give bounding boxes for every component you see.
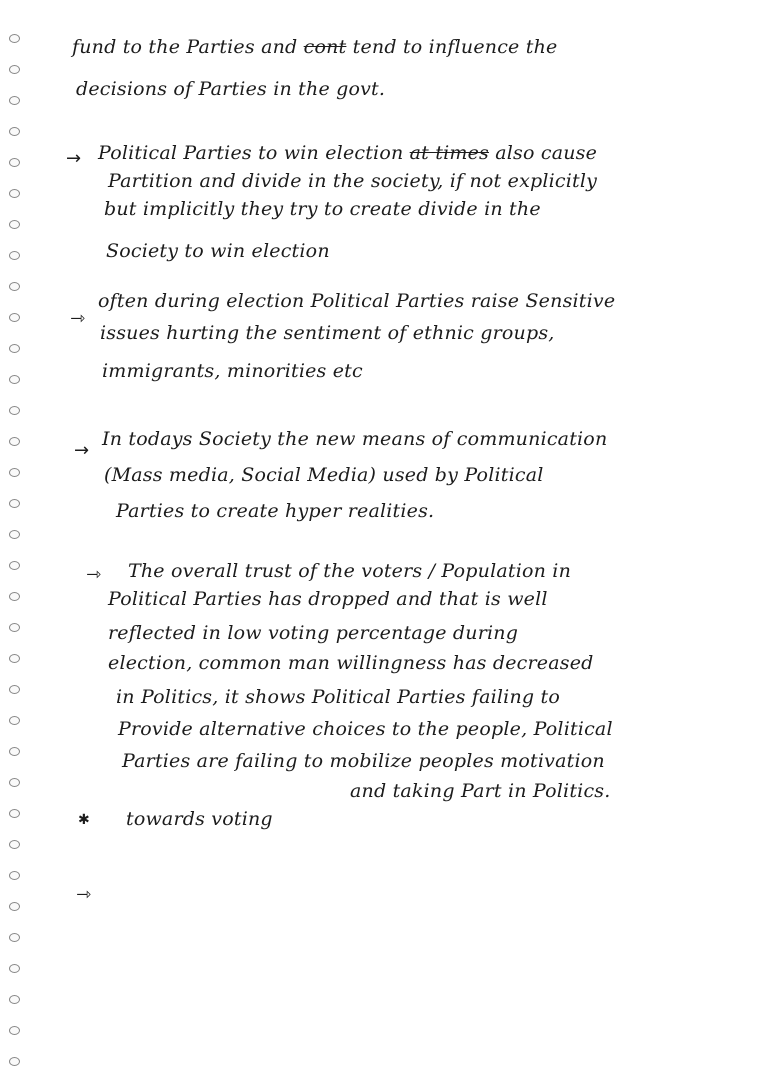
- binding-hole: [9, 375, 20, 384]
- text-line: Parties to create hyper realities.: [116, 500, 435, 522]
- text-line: in Politics, it shows Political Parties failing to: [116, 686, 560, 708]
- text-line: Partition and divide in the society, if not explicitly: [108, 170, 598, 192]
- binding-hole: [9, 902, 20, 911]
- text-segment: fund to the Parties and: [72, 36, 304, 58]
- binding-hole: [9, 437, 20, 446]
- binding-hole: [9, 933, 20, 942]
- arrow-bullet-icon: ⇾: [86, 564, 102, 585]
- binding-hole: [9, 995, 20, 1004]
- binding-hole: [9, 964, 20, 973]
- text-line: [98, 142, 597, 164]
- binding-hole: [9, 96, 20, 105]
- binding-hole: [9, 34, 20, 43]
- text-line: issues hurting the sentiment of ethnic groups,: [100, 322, 555, 344]
- struck-word: at times: [409, 142, 489, 164]
- text-line: Society to win election: [106, 240, 330, 262]
- binding-hole: [9, 468, 20, 477]
- text-line: (Mass media, Social Media) used by Political: [104, 464, 544, 486]
- binding-hole: [9, 654, 20, 663]
- text-line: In todays Society the new means of communication: [102, 428, 608, 450]
- binding-hole: [9, 65, 20, 74]
- text-line: reflected in low voting percentage during: [108, 622, 519, 644]
- binding-hole: [9, 840, 20, 849]
- text-line: and taking Part in Politics.: [350, 780, 611, 802]
- binding-hole: [9, 282, 20, 291]
- binding-hole: [9, 871, 20, 880]
- binding-hole: [9, 685, 20, 694]
- binding-hole: [9, 251, 20, 260]
- text-line: Provide alternative choices to the people, Political: [118, 718, 613, 740]
- binding-hole: [9, 561, 20, 570]
- arrow-bullet-icon: ⇾: [76, 884, 92, 905]
- text-line: Parties are failing to mobilize peoples motivation: [122, 750, 605, 772]
- text-segment: Political Parties to win election: [98, 142, 410, 164]
- binding-hole: [9, 592, 20, 601]
- text-line: [72, 36, 557, 58]
- text-line: election, common man willingness has decreased: [108, 652, 594, 674]
- arrow-bullet-icon: →: [66, 148, 82, 169]
- binding-hole: [9, 778, 20, 787]
- struck-word: cont: [303, 36, 347, 58]
- binding-hole: [9, 344, 20, 353]
- binding-hole: [9, 313, 20, 322]
- binding-hole: [9, 127, 20, 136]
- star-bullet-icon: ✱: [78, 812, 90, 828]
- binding-hole: [9, 189, 20, 198]
- text-segment: also cause: [488, 142, 598, 164]
- text-line: often during election Political Parties raise Sensitive: [98, 290, 616, 312]
- text-line: towards voting: [126, 808, 273, 830]
- text-segment: tend to influence the: [346, 36, 558, 58]
- text-line: but implicitly they try to create divide in the: [104, 198, 541, 220]
- binding-hole: [9, 158, 20, 167]
- binding-hole: [9, 716, 20, 725]
- binding-hole: [9, 220, 20, 229]
- arrow-bullet-icon: ⇾: [70, 308, 86, 329]
- binding-hole: [9, 1057, 20, 1066]
- binding-hole: [9, 530, 20, 539]
- text-line: The overall trust of the voters / Population in: [128, 560, 572, 582]
- binding-hole: [9, 623, 20, 632]
- text-line: Political Parties has dropped and that is well: [108, 588, 548, 610]
- binding-hole: [9, 747, 20, 756]
- spiral-binding-holes: [0, 0, 30, 1089]
- arrow-bullet-icon: →: [74, 440, 90, 461]
- text-line: decisions of Parties in the govt.: [76, 78, 386, 100]
- binding-hole: [9, 809, 20, 818]
- binding-hole: [9, 406, 20, 415]
- binding-hole: [9, 499, 20, 508]
- binding-hole: [9, 1026, 20, 1035]
- text-line: immigrants, minorities etc: [102, 360, 363, 382]
